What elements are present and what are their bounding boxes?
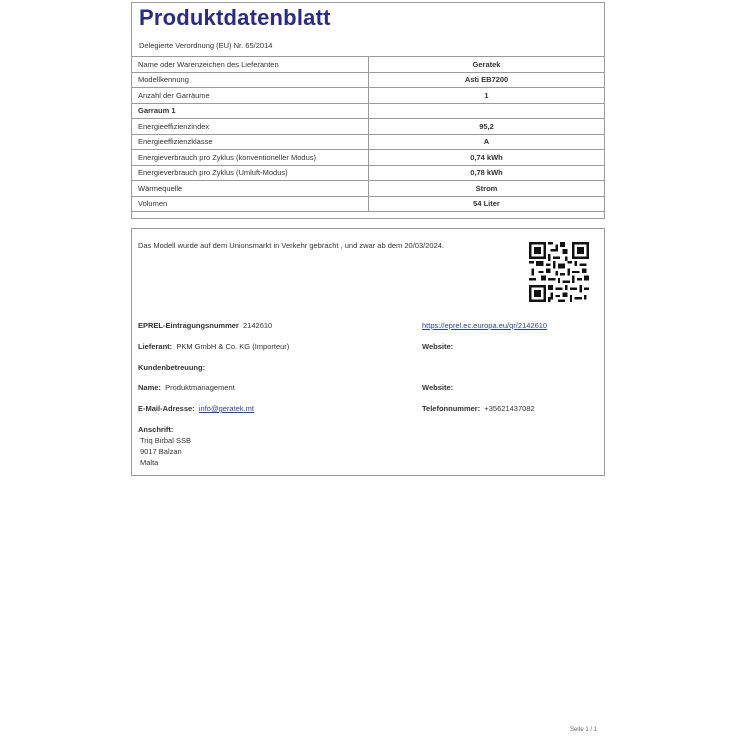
address-label: Anschrift: bbox=[138, 425, 174, 434]
qr-code-icon bbox=[529, 242, 589, 302]
spec-label: Anzahl der Garräume bbox=[132, 88, 369, 104]
eprel-number: 2142610 bbox=[243, 321, 273, 330]
spec-value: Asti EB7200 bbox=[369, 72, 605, 88]
spec-label: Energieverbrauch pro Zyklus (konventioneller Modus) bbox=[132, 150, 369, 166]
spec-label: Name oder Warenzeichen des Lieferanten bbox=[132, 57, 369, 73]
table-row bbox=[132, 72, 605, 88]
spec-value: 0,78 kWh bbox=[369, 165, 605, 181]
spec-value: 95,2 bbox=[369, 119, 605, 135]
table-row bbox=[132, 119, 605, 135]
spec-label: Garraum 1 bbox=[132, 103, 369, 119]
regulation-reference: Delegierte Verordnung (EU) Nr. 65/2014 bbox=[139, 41, 273, 50]
spec-value: 54 Liter bbox=[369, 196, 605, 212]
table-row bbox=[132, 196, 605, 212]
supplier-label: Lieferant: bbox=[138, 342, 173, 351]
table-row bbox=[132, 181, 605, 197]
table-row bbox=[132, 88, 605, 104]
name-value: Produktmanagement bbox=[165, 383, 235, 392]
eprel-link[interactable]: https://eprel.ec.europa.eu/qr/2142610 bbox=[422, 321, 548, 330]
address-line-3: Malta bbox=[140, 458, 159, 467]
table-row bbox=[132, 150, 605, 166]
supplier-info-card bbox=[131, 228, 605, 476]
spec-label: Volumen bbox=[132, 196, 369, 212]
spec-value: 1 bbox=[369, 88, 605, 104]
spec-value: 0,74 kWh bbox=[369, 150, 605, 166]
spec-label: Energieeffizienzklasse bbox=[132, 134, 369, 150]
spec-value bbox=[369, 103, 605, 119]
spec-label: Energieverbrauch pro Zyklus (Umluft-Modus) bbox=[132, 165, 369, 181]
name-label: Name: bbox=[138, 383, 161, 392]
page-title: Produktdatenblatt bbox=[139, 5, 331, 30]
email-label: E-Mail-Adresse: bbox=[138, 404, 195, 413]
supplier-value: PKM GmbH & Co. KG (Importeur) bbox=[176, 342, 290, 351]
website-label-service: Website: bbox=[422, 383, 454, 392]
spec-table bbox=[131, 56, 605, 212]
table-row bbox=[132, 57, 605, 73]
address-line-1: Triq Birbal SSB bbox=[140, 436, 191, 445]
phone-label: Telefonnummer: bbox=[422, 404, 481, 413]
website-label-supplier: Website: bbox=[422, 342, 454, 351]
eprel-label: EPREL-Eintragungsnummer bbox=[138, 321, 239, 330]
phone-value: +35621437082 bbox=[484, 404, 535, 413]
table-row bbox=[132, 134, 605, 150]
address-line-2: 9017 Balzan bbox=[140, 447, 182, 456]
spec-value: Geratek bbox=[369, 57, 605, 73]
spec-label: Modellkennung bbox=[132, 72, 369, 88]
customer-service-label: Kundenbetreuung: bbox=[138, 363, 206, 372]
spec-label: Energieeffizienzindex bbox=[132, 119, 369, 135]
spec-label: Wärmequelle bbox=[132, 181, 369, 197]
page-number: Seite 1 / 1 bbox=[570, 727, 598, 733]
spec-value: A bbox=[369, 134, 605, 150]
email-link[interactable]: info@geratek.mt bbox=[198, 404, 254, 413]
table-row bbox=[132, 165, 605, 181]
market-date-text: Das Modell wurde auf dem Unionsmarkt in Verkehr gebracht , und zwar ab dem 20/03/2024. bbox=[138, 241, 444, 250]
table-row bbox=[132, 103, 605, 119]
product-data-header-card bbox=[131, 2, 605, 219]
spec-value: Strom bbox=[369, 181, 605, 197]
